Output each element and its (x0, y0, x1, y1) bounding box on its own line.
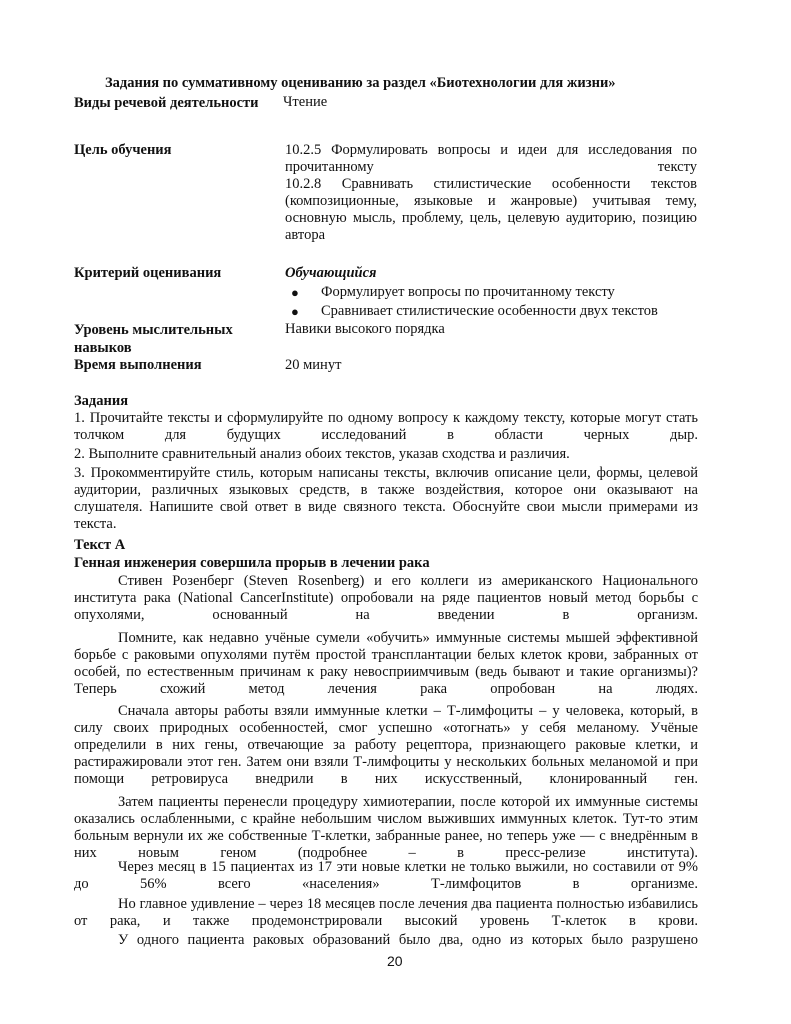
thinking-label: Уровень мыслительных навыков (74, 322, 233, 356)
time-label: Время выполнения (74, 357, 202, 373)
tasks-heading: Задания (74, 393, 129, 409)
article-paragraph: У одного пациента раковых образований было два, одно из которых было разрушено (118, 932, 698, 948)
article-paragraph: Но главное удивление – через 18 месяцев после лечения два пациента полностью избавились от рака, и также продемонстрировали высокий уровень Т-клеток в крови. (74, 896, 698, 929)
task-item: 1. Прочитайте тексты и сформулируйте по одному вопросу к каждому тексту, которые могут стать толчком для будущих исследований в области черных дыр. (74, 410, 698, 443)
bullet-icon: ● (291, 304, 299, 319)
activity-value: Чтение (283, 94, 328, 110)
criteria-bullet: Сравнивает стилистические особенности двух текстов (321, 303, 658, 319)
article-paragraph: Сначала авторы работы взяли иммунные клетки – Т-лимфоциты – у человека, который, в силу своих природных особенностей, смог успешно «отогнать» у себя меланому. Учёные определили в них гены, отвечающие за работу рецептора, признающего раковые клетки, и растиражировали этот ген. Затем они взяли Т-лимфоциты у нескольких больных меланомой и при помощи ретровируса внедрили в них искусственный, клонированный ген. (74, 703, 698, 787)
bullet-icon: ● (291, 285, 299, 300)
objective-item: 10.2.8 Сравнивать стилистические особенности текстов (композиционные, языковые и жанровые) учитывая тему, основную мысль, проблему, цель, целевую аудиторию, позицию автора (285, 176, 697, 243)
article-paragraph: Затем пациенты перенесли процедуру химиотерапии, после которой их иммунные системы оказались ослабленными, с крайне небольшим числом выживших иммунных клеток. Тут-то этим больным вернули их же собственные Т-клетки, забранные ранее, но теперь уже — с внедрённым в них новым геном (подробнее – в пресс-релизе института). (74, 794, 698, 861)
task-item: 3. Прокомментируйте стиль, которым написаны тексты, включив описание цели, формы, целевой аудитории, различных языковых средств, в также воздействия, которое они оказывают на слушателя. Напишите свой ответ в виде связного текста. Обоснуйте свои мысли примерами из текста. (74, 465, 698, 532)
page-number: 20 (387, 953, 403, 969)
task-item: 2. Выполните сравнительный анализ обоих текстов, указав сходства и различия. (74, 446, 570, 462)
criteria-label: Критерий оценивания (74, 265, 222, 281)
activity-label: Виды речевой деятельности (74, 95, 259, 111)
article-paragraph: Помните, как недавно учёные сумели «обучить» иммунные системы мышей эффективной борьбе с раковыми опухолями путём простой трансплантации белых клеток крови, забранных от особей, по естественным причинам к раку невосприимчивым (ведь бывают и такие организмы)? Теперь схожий метод лечения рака опробован на людях. (74, 630, 698, 697)
text-label: Текст А (74, 537, 126, 553)
learner-label: Обучающийся (285, 265, 377, 281)
objective-item: 10.2.5 Формулировать вопросы и идеи для исследования по прочитанному тексту (285, 142, 697, 175)
criteria-bullet: Формулирует вопросы по прочитанному тексту (321, 284, 615, 300)
page-title: Задания по суммативному оцениванию за раздел «Биотехнологии для жизни» (105, 75, 616, 91)
article-title: Генная инженерия совершила прорыв в лечении рака (74, 555, 430, 571)
article-paragraph: Стивен Розенберг (Steven Rosenberg) и его коллеги из американского Национального института рака (National CancerInstitute) опробовали на ряде пациентов новый метод борьбы с опухолями, основанный на введении в организм. (74, 573, 698, 623)
objective-label: Цель обучения (74, 142, 172, 158)
article-paragraph: Через месяц в 15 пациентах из 17 эти новые клетки не только выжили, но составили от 9% до 56% всего «населения» Т-лимфоцитов в организме. (74, 859, 698, 892)
thinking-value: Навики высокого порядка (285, 321, 445, 337)
time-value: 20 минут (285, 357, 342, 373)
